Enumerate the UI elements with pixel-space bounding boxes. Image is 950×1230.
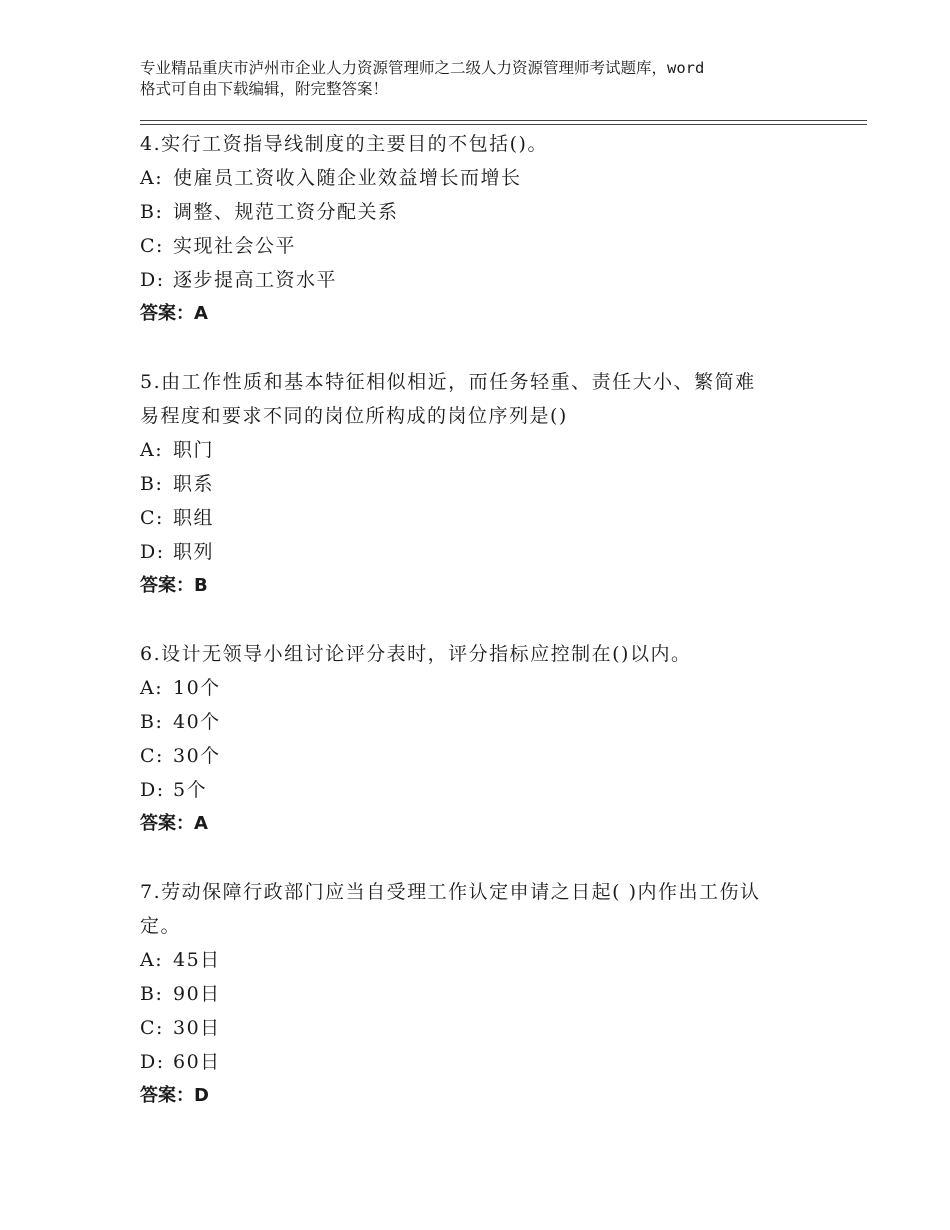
option-a [140,433,840,467]
option-letter: D: [140,779,165,801]
option-letter: C: [140,507,164,529]
option-letter: B: [140,201,164,223]
option-text: 使雇员工资收入随企业效益增长而增长 [173,167,522,189]
option-text: 职系 [173,473,215,495]
option-b [140,195,840,229]
option-letter: D: [140,1051,165,1073]
option-letter: A: [140,167,164,189]
question-7 [140,875,840,1113]
question-stem: 5.由工作性质和基本特征相似相近，而任务轻重、责任大小、繁简难 [140,371,756,393]
option-text: 职列 [173,541,215,563]
option-text: 职组 [173,507,215,529]
header-line-2: 格式可自由下载编辑，附完整答案！ [140,80,389,98]
header-divider [140,120,867,125]
option-b [140,977,840,1011]
option-a [140,671,840,705]
question-stem-continued: 易程度和要求不同的岗位所构成的岗位序列是() [140,405,568,427]
option-letter: C: [140,1017,164,1039]
question-list [140,127,840,1147]
option-d [140,263,840,297]
option-text: 5个 [173,779,208,801]
option-letter: A: [140,677,164,699]
question-6 [140,637,840,841]
question-5 [140,365,840,603]
option-text: 45日 [173,949,221,971]
question-stem-continued: 定。 [140,915,182,937]
option-a [140,161,840,195]
option-text: 40个 [173,711,221,733]
answer-label: 答案：D [140,1085,209,1106]
option-d [140,535,840,569]
option-letter: D: [140,269,165,291]
option-letter: B: [140,711,164,733]
option-c [140,229,840,263]
option-text: 30日 [173,1017,221,1039]
option-a [140,943,840,977]
option-text: 30个 [173,745,221,767]
option-letter: A: [140,949,164,971]
document-header [140,58,830,100]
option-text: 职门 [173,439,215,461]
option-text: 90日 [173,983,221,1005]
question-stem: 6.设计无领导小组讨论评分表时，评分指标应控制在()以内。 [140,643,692,665]
option-letter: B: [140,983,164,1005]
option-letter: C: [140,745,164,767]
option-b [140,467,840,501]
option-d [140,1045,840,1079]
question-stem: 4.实行工资指导线制度的主要目的不包括()。 [140,133,548,155]
option-letter: D: [140,541,165,563]
option-d [140,773,840,807]
option-text: 实现社会公平 [173,235,297,257]
option-letter: A: [140,439,164,461]
option-letter: C: [140,235,164,257]
option-text: 逐步提高工资水平 [173,269,338,291]
option-text: 调整、规范工资分配关系 [173,201,399,223]
answer-label: 答案：B [140,575,208,596]
question-4 [140,127,840,331]
answer-label: 答案：A [140,303,208,324]
option-text: 10个 [173,677,221,699]
option-c [140,1011,840,1045]
question-stem: 7.劳动保障行政部门应当自受理工作认定申请之日起( )内作出工伤认 [140,881,761,903]
option-c [140,501,840,535]
option-letter: B: [140,473,164,495]
header-line-1: 专业精品重庆市泸州市企业人力资源管理师之二级人力资源管理师考试题库，word [140,59,705,77]
answer-label: 答案：A [140,813,208,834]
option-b [140,705,840,739]
option-c [140,739,840,773]
option-text: 60日 [173,1051,221,1073]
